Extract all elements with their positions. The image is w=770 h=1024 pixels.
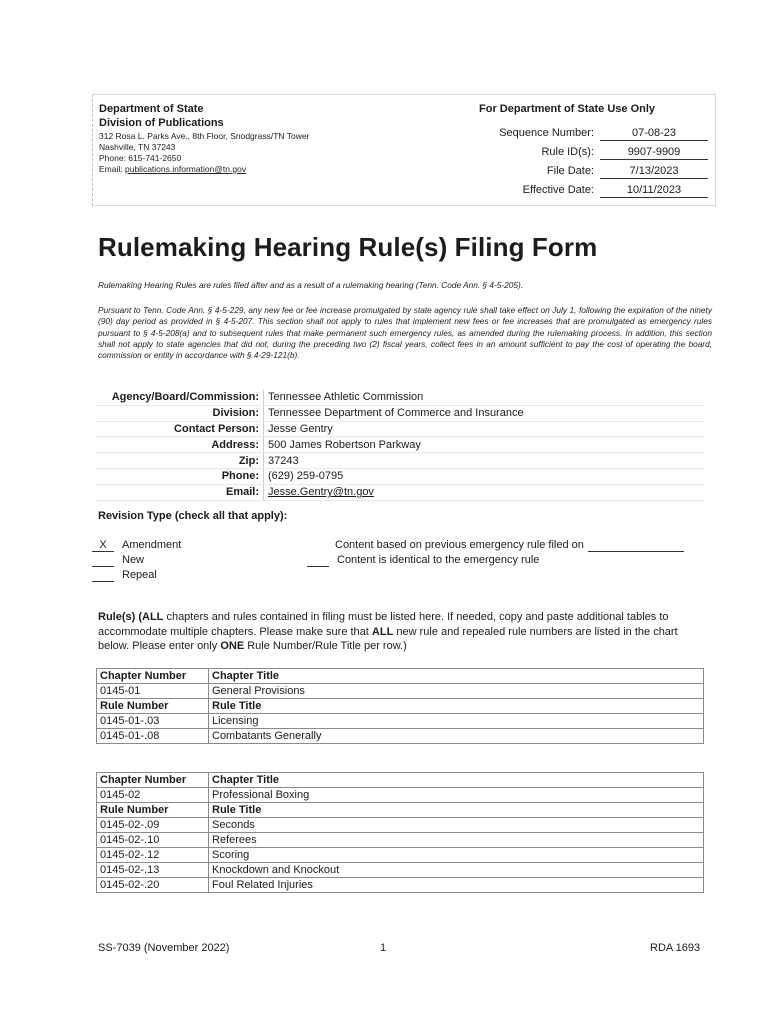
sequence-number-value: 07-08-23 [600,127,708,141]
rule-header-row [97,699,704,714]
rda-number: RDA 1693 [650,942,701,954]
emergency-identical-label: Content is identical to the emergency rule [337,554,540,566]
table-row [97,833,704,848]
rule-number-header: Rule Number [97,699,209,714]
chapter-row [97,788,704,803]
agency-table [96,390,704,501]
rule-title: Combatants Generally [209,729,704,744]
agency-row [96,390,704,405]
rule-id-row [440,146,710,164]
sequence-number-row [440,127,710,145]
address-block [99,131,309,175]
emergency-date-blank[interactable] [588,538,684,552]
rules-intro-all-2: ALL [371,625,394,638]
rule-number: 0145-01-.03 [97,714,209,729]
revision-type-title: Revision Type (check all that apply): [98,510,288,522]
file-date-row [440,165,710,183]
phone-row [96,468,704,484]
contact-label: Contact Person: [96,421,264,437]
zip-label: Zip: [96,453,264,469]
agency-label: Agency/Board/Commission: [96,390,264,405]
division-label: Division: [96,405,264,421]
table-row [97,848,704,863]
chapter-title: Professional Boxing [209,788,704,803]
rule-number: 0145-01-.08 [97,729,209,744]
file-date-value: 7/13/2023 [600,165,708,179]
page-number: 1 [380,942,387,954]
agency-value: Tennessee Athletic Commission [264,390,705,405]
table-row [97,714,704,729]
address-value: 500 James Robertson Parkway [264,437,705,453]
street-address: 312 Rosa L. Parks Ave., 8th Floor, Snodgrass/TN Tower [99,131,310,141]
emergency-identical-checkbox[interactable] [307,553,329,567]
emergency-identical-option[interactable] [307,553,539,568]
emergency-previous-label: Content based on previous emergency rule filed on [335,539,584,551]
chapter-number: 0145-02 [97,788,209,803]
chapter-number-header: Chapter Number [97,773,209,788]
chapter-number: 0145-01 [97,684,209,699]
rule-title-header: Rule Title [209,699,704,714]
effective-date-label: Effective Date: [522,184,594,196]
repeal-checkbox[interactable] [92,568,114,582]
zip-row [96,453,704,469]
pursuant-text: Pursuant to Tenn. Code Ann. § 4-5-229, any new fee or fee increase promulgated by state agency rule shall take effect on July 1, following the expiration of the ninety (90) day period as provided in § 4-5-207. This section shall not apply to rules that implement new fees or fee increases that are promulgated as emergency rules pursuant to § 4-5-208(a) and to subsequent rules that make permanent such emergency rules, as amended during the rulemaking process. In addition, this section shall not apply to state agencies that did not, during the preceding two (2) fiscal years, collect fees in an amount sufficient to pay the cost of operating the board, commission or entity in accordance with § 4-29-121(b). [98,305,712,361]
department-block [99,102,224,130]
rule-title: Foul Related Injuries [209,878,704,893]
chapter-header-row [97,669,704,684]
rule-title-header: Rule Title [209,803,704,818]
rule-header-row [97,803,704,818]
email-row [96,484,704,500]
effective-date-value: 10/11/2023 [600,184,708,198]
rules-instructions [98,610,710,654]
rules-intro-one: ONE [220,640,245,652]
new-checkbox[interactable] [92,553,114,567]
new-label: New [122,554,145,566]
rules-intro-lead: Rule(s) ( [98,611,142,623]
address-label: Address: [96,437,264,453]
rules-intro-text-3: Rule Number/Rule Title per row.) [244,640,407,652]
chapter-number-header: Chapter Number [97,669,209,684]
division-value: Tennessee Department of Commerce and Insurance [264,405,705,421]
zip-value: 37243 [264,453,705,469]
chapter-row [97,684,704,699]
amendment-option[interactable] [92,538,181,553]
rule-number: 0145-02-.09 [97,818,209,833]
rules-table-1 [96,668,704,744]
city-line: Nashville, TN 37243 [99,142,176,152]
table-row [97,729,704,744]
rule-title: Referees [209,833,704,848]
email-value: Jesse.Gentry@tn.gov [264,484,705,500]
amendment-checkbox[interactable]: X [92,538,114,552]
rule-id-value: 9907-9909 [600,146,708,160]
rule-number: 0145-02-.10 [97,833,209,848]
rules-intro-all-1: ALL [142,611,164,623]
rule-id-label: Rule ID(s): [541,146,594,158]
repeal-option[interactable] [92,568,157,583]
phone-value: (629) 259-0795 [264,468,705,484]
phone-label: Phone: [96,468,264,484]
form-title: Rulemaking Hearing Rule(s) Filing Form [98,232,598,262]
rule-title: Seconds [209,818,704,833]
file-date-label: File Date: [546,165,594,177]
rule-number: 0145-02-.20 [97,878,209,893]
chapter-header-row [97,773,704,788]
sequence-number-label: Sequence Number: [499,127,594,139]
phone-line: Phone: 615-741-2650 [99,153,182,163]
chapter-title: General Provisions [209,684,704,699]
contact-row [96,421,704,437]
rule-title: Licensing [209,714,704,729]
new-option[interactable] [92,553,144,568]
table-row [97,863,704,878]
department-name: Department of State [99,103,204,115]
rule-number: 0145-02-.13 [97,863,209,878]
rule-title: Scoring [209,848,704,863]
amendment-label: Amendment [122,539,182,551]
table-row [97,818,704,833]
rule-number-header: Rule Number [97,803,209,818]
contact-value: Jesse Gentry [264,421,705,437]
form-number: SS-7039 (November 2022) [98,942,230,954]
intro-text: Rulemaking Hearing Rules are rules filed after and as a result of a rulemaking hearing (Tenn. Code Ann. § 4-5-205). [98,280,524,290]
address-row [96,437,704,453]
chapter-title-header: Chapter Title [209,773,704,788]
division-row [96,405,704,421]
use-only-heading: For Department of State Use Only [479,103,656,115]
table-row [97,878,704,893]
repeal-label: Repeal [122,569,157,581]
email-label: Email: [99,164,125,174]
effective-date-row [440,184,710,202]
rules-table-2 [96,772,704,893]
email-link[interactable]: publications.information@tn.gov [124,164,247,174]
emergency-previous-option [335,538,684,553]
rules-intro-text-2: new rule and repealed rule numbers are listed in the chart below. Please enter only [98,625,678,652]
chapter-title-header: Chapter Title [209,669,704,684]
email-line [99,164,309,175]
rule-number: 0145-02-.12 [97,848,209,863]
division-name: Division of Publications [99,117,224,129]
email-label-cell: Email: [96,484,264,500]
rule-title: Knockdown and Knockout [209,863,704,878]
rules-intro-text-1: chapters and rules contained in filing must be listed here. If needed, copy and paste additional tables to accommodate multiple chapters. Please make sure that [98,611,669,638]
